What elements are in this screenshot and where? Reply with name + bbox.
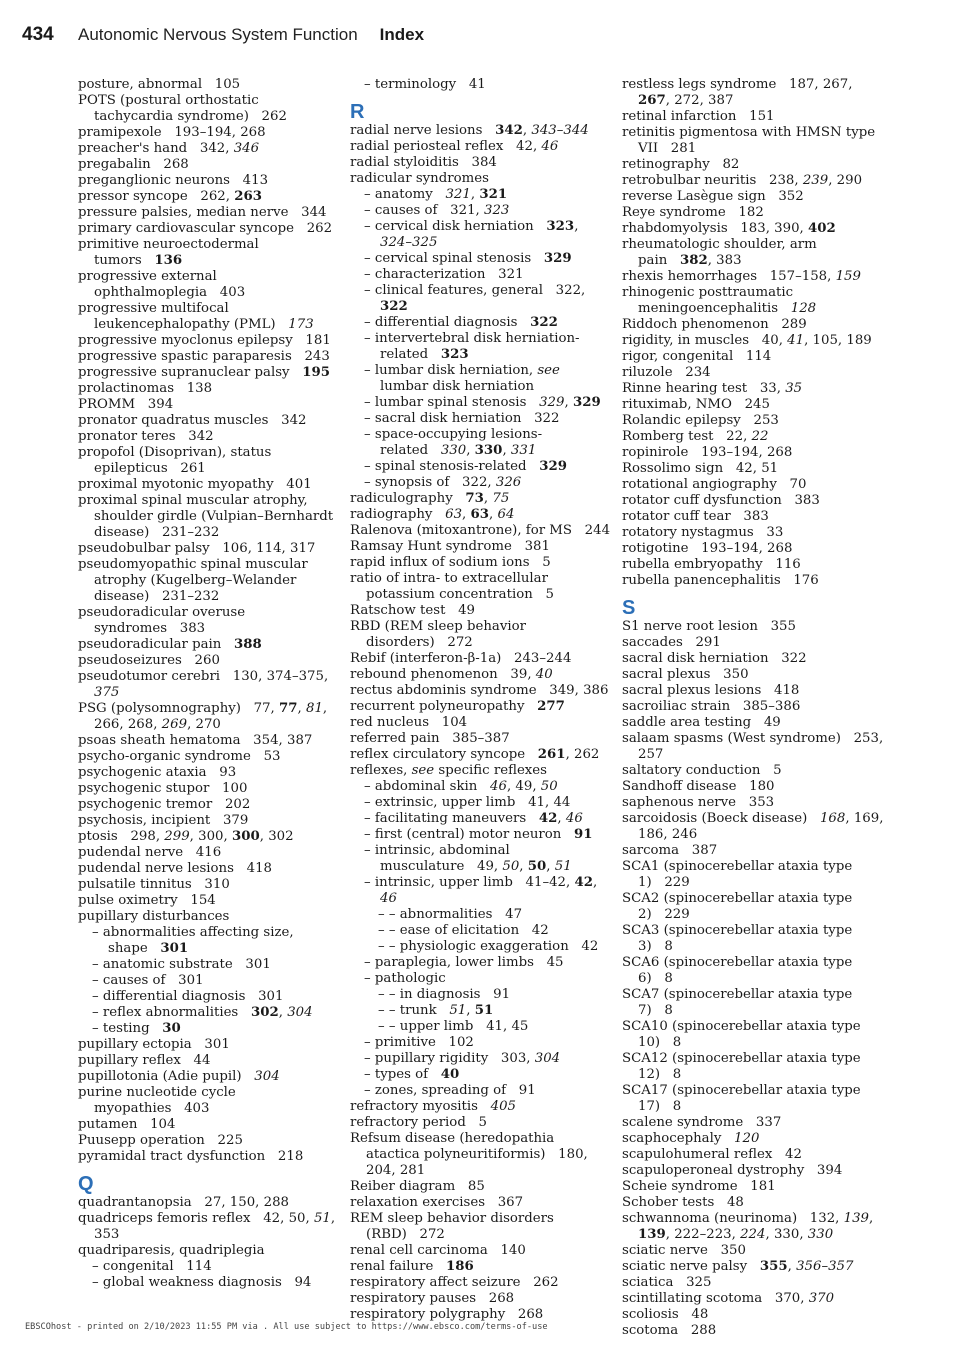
index-subentry: – – upper limb 41, 45 [378, 1019, 529, 1034]
index-subentry: – sacral disk herniation 322 [364, 411, 560, 426]
index-entry: rheumatologic shoulder, arm pain 382, 383 [622, 237, 817, 268]
index-entry: referred pain 385–387 [350, 731, 510, 746]
index-subentry: – testing 30 [92, 1021, 181, 1036]
index-entry: psychogenic ataxia 93 [78, 765, 237, 780]
index-subentry: – – ease of elicitation 42 [378, 923, 549, 938]
index-entry: reflex circulatory syncope 261, 262 [350, 747, 600, 762]
index-entry: ptosis 298, 299, 300, 300, 302 [78, 829, 294, 844]
index-entry: SCA10 (spinocerebellar ataxia type 10) 8 [622, 1019, 861, 1050]
index-subentry: – clinical features, general 322, 322 [364, 283, 586, 314]
index-entry: sciatica 325 [622, 1275, 712, 1290]
index-entry: pressure palsies, median nerve 344 [78, 205, 327, 220]
index-entry: Rolandic epilepsy 253 [622, 413, 779, 428]
index-entry: pupillary disturbances [78, 909, 230, 924]
index-entry: pronator quadratus muscles 342 [78, 413, 307, 428]
index-entry: rigor, congenital 114 [622, 349, 772, 364]
index-entry: refractory period 5 [350, 1115, 487, 1130]
index-entry: radiculography 73, 75 [350, 491, 510, 506]
index-entry: Refsum disease (heredopathia atactica polyneuritiformis) 180, 204, 281 [350, 1131, 588, 1178]
index-entry: Reye syndrome 182 [622, 205, 764, 220]
index-entry: ropinirole 193–194, 268 [622, 445, 793, 460]
index-column-2 [350, 77, 612, 1323]
index-subentry: – – abnormalities 47 [378, 907, 523, 922]
index-entry: pseudoradicular overuse syndromes 383 [78, 605, 246, 636]
index-entry: Ramsay Hunt syndrome 381 [350, 539, 550, 554]
index-entry: saphenous nerve 353 [622, 795, 775, 810]
index-entry: rapid influx of sodium ions 5 [350, 555, 551, 570]
index-entry: reflexes, see specific reflexes [350, 763, 548, 778]
index-entry: retinitis pigmentosa with HMSN type VII 281 [622, 125, 876, 156]
index-entry: rubella panencephalitis 176 [622, 573, 819, 588]
index-entry: SCA17 (spinocerebellar ataxia type 17) 8 [622, 1083, 861, 1114]
index-entry: respiratory pauses 268 [350, 1291, 515, 1306]
index-entry: recurrent polyneuropathy 277 [350, 699, 565, 714]
index-entry: POTS (postural orthostatic tachycardia syndrome) 262 [78, 93, 287, 124]
index-entry: rectus abdominis syndrome 349, 386 [350, 683, 609, 698]
index-entry: pulsatile tinnitus 310 [78, 877, 230, 892]
index-column-1 [78, 77, 336, 1291]
index-entry: scalene syndrome 337 [622, 1115, 782, 1130]
index-entry: pseudotumor cerebri 130, 374–375, 375 [78, 669, 329, 700]
index-entry: sciatic nerve 350 [622, 1243, 746, 1258]
index-subentry: – primitive 102 [364, 1035, 474, 1050]
index-entry: pseudoseizures 260 [78, 653, 220, 668]
index-entry: relaxation exercises 367 [350, 1195, 524, 1210]
index-subentry: – zones, spreading of 91 [364, 1083, 536, 1098]
index-entry: ratio of intra- to extracellular potassium concentration 5 [350, 571, 554, 602]
index-entry: Rossolimo sign 42, 51 [622, 461, 779, 476]
index-entry: SCA12 (spinocerebellar ataxia type 12) 8 [622, 1051, 861, 1082]
index-subentry: – abnormalities affecting size, shape 301 [92, 925, 294, 956]
index-entry: Riddoch phenomenon 289 [622, 317, 807, 332]
index-entry: saddle area testing 49 [622, 715, 781, 730]
index-entry: propofol (Disoprivan), status epilepticus 261 [78, 445, 272, 476]
index-subentry: – anatomy 321, 321 [364, 187, 508, 202]
index-entry: pseudobulbar palsy 106, 114, 317 [78, 541, 316, 556]
index-entry: putamen 104 [78, 1117, 176, 1132]
index-entry: scotoma 288 [622, 1323, 717, 1338]
index-entry: scapuloperoneal dystrophy 394 [622, 1163, 843, 1178]
index-entry: purine nucleotide cycle myopathies 403 [78, 1085, 236, 1116]
index-entry: progressive spastic paraparesis 243 [78, 349, 330, 364]
index-entry: RBD (REM sleep behavior disorders) 272 [350, 619, 526, 650]
index-subentry: – – trunk 51, 51 [378, 1003, 494, 1018]
index-subentry: – paraplegia, lower limbs 45 [364, 955, 564, 970]
index-entry: proximal spinal muscular atrophy, shoulder girdle (Vulpian–Bernhardt disease) 231–232 [78, 493, 334, 540]
index-entry: quadrantanopsia 27, 150, 288 [78, 1195, 289, 1210]
index-entry: REM sleep behavior disorders (RBD) 272 [350, 1211, 554, 1242]
index-entry: salaam spasms (West syndrome) 253, 257 [622, 731, 884, 762]
index-entry: rhinogenic posttraumatic meningoencephalitis 128 [622, 285, 817, 316]
index-subentry: – causes of 321, 323 [364, 203, 510, 218]
index-entry: pudendal nerve lesions 418 [78, 861, 272, 876]
index-entry: SCA3 (spinocerebellar ataxia type 3) 8 [622, 923, 853, 954]
index-entry: sacroiliac strain 385–386 [622, 699, 801, 714]
index-entry: radicular syndromes [350, 171, 489, 186]
index-entry: sarcoma 387 [622, 843, 718, 858]
index-entry: scaphocephaly 120 [622, 1131, 760, 1146]
index-entry: progressive supranuclear palsy 195 [78, 365, 330, 380]
index-subentry: – – in diagnosis 91 [378, 987, 511, 1002]
page-number: 434 [22, 24, 54, 45]
index-subentry: – cervical spinal stenosis 329 [364, 251, 572, 266]
index-entry: Reiber diagram 85 [350, 1179, 485, 1194]
index-subentry: – synopsis of 322, 326 [364, 475, 522, 490]
index-entry: pyramidal tract dysfunction 218 [78, 1149, 304, 1164]
section-letter: R [350, 101, 365, 123]
index-entry: renal failure 186 [350, 1259, 474, 1274]
index-subentry: – lumbar disk herniation, see lumbar disk herniation [364, 363, 560, 394]
index-entry: Ralenova (mitoxantrone), for MS 244 [350, 523, 611, 538]
index-entry: renal cell carcinoma 140 [350, 1243, 526, 1258]
index-entry: psychogenic tremor 202 [78, 797, 251, 812]
index-entry: pseudoradicular pain 388 [78, 637, 262, 652]
index-entry: scintillating scotoma 370, 370 [622, 1291, 835, 1306]
index-entry: radial nerve lesions 342, 343–344 [350, 123, 589, 138]
index-subentry: – cervical disk herniation 323, 324–325 [364, 219, 579, 250]
index-entry: pregabalin 268 [78, 157, 189, 172]
index-entry: pudendal nerve 416 [78, 845, 222, 860]
index-entry: radiography 63, 63, 64 [350, 507, 515, 522]
index-subentry: – first (central) motor neuron 91 [364, 827, 593, 842]
index-entry: Rebif (interferon-β-1a) 243–244 [350, 651, 572, 666]
index-subentry: – intervertebral disk herniation-related 323 [364, 331, 580, 362]
index-entry: retrobulbar neuritis 238, 239, 290 [622, 173, 863, 188]
index-entry: scapulohumeral reflex 42 [622, 1147, 802, 1162]
index-subentry: – intrinsic, abdominal musculature 49, 50, 50, 51 [364, 843, 572, 874]
index-subentry: – extrinsic, upper limb 41, 44 [364, 795, 571, 810]
index-entry: progressive multifocal leukencephalopathy (PML) 173 [78, 301, 314, 332]
section-name: Index [379, 25, 425, 44]
index-entry: pulse oximetry 154 [78, 893, 216, 908]
index-entry: prolactinomas 138 [78, 381, 213, 396]
index-entry: SCA1 (spinocerebellar ataxia type 1) 229 [622, 859, 853, 890]
index-entry: radial styloiditis 384 [350, 155, 497, 170]
index-entry: Puusepp operation 225 [78, 1133, 243, 1148]
page-header [22, 24, 424, 50]
index-subentry: – terminology 41 [364, 77, 486, 92]
index-entry: posture, abnormal 105 [78, 77, 241, 92]
index-subentry: – – physiologic exaggeration 42 [378, 939, 599, 954]
index-entry: refractory myositis 405 [350, 1099, 517, 1114]
index-entry: Schober tests 48 [622, 1195, 744, 1210]
index-entry: psycho-organic syndrome 53 [78, 749, 281, 764]
index-entry: saccades 291 [622, 635, 721, 650]
index-entry: pramipexole 193–194, 268 [78, 125, 266, 140]
section-letter: Q [78, 1173, 94, 1195]
index-entry: Sandhoff disease 180 [622, 779, 775, 794]
index-entry: Romberg test 22, 22 [622, 429, 769, 444]
index-entry: pupillary reflex 44 [78, 1053, 211, 1068]
index-entry: pupillotonia (Adie pupil) 304 [78, 1069, 280, 1084]
book-title: Autonomic Nervous System Function [78, 25, 358, 44]
index-entry: PSG (polysomnography) 77, 77, 81, 266, 268, 269, 270 [78, 701, 328, 732]
index-column-3 [622, 77, 886, 1339]
index-subentry: – differential diagnosis 301 [92, 989, 284, 1004]
index-entry: rebound phenomenon 39, 40 [350, 667, 553, 682]
index-entry: primary cardiovascular syncope 262 [78, 221, 333, 236]
index-entry: progressive external ophthalmoplegia 403 [78, 269, 246, 300]
index-entry: sacral disk herniation 322 [622, 651, 807, 666]
index-entry: sacral plexus 350 [622, 667, 749, 682]
index-subentry: – types of 40 [364, 1067, 460, 1082]
index-entry: psychosis, incipient 379 [78, 813, 249, 828]
index-subentry: – differential diagnosis 322 [364, 315, 558, 330]
index-entry: respiratory affect seizure 262 [350, 1275, 559, 1290]
index-entry: proximal myotonic myopathy 401 [78, 477, 312, 492]
index-entry: pronator teres 342 [78, 429, 214, 444]
index-entry: quadriceps femoris reflex 42, 50, 51, 353 [78, 1211, 336, 1242]
index-subentry: – congenital 114 [92, 1259, 212, 1274]
index-entry: pupillary ectopia 301 [78, 1037, 230, 1052]
index-entry: rotator cuff tear 383 [622, 509, 769, 524]
index-entry: rituximab, NMO 245 [622, 397, 770, 412]
index-subentry: – causes of 301 [92, 973, 204, 988]
index-entry: schwannoma (neurinoma) 132, 139, 139, 222–223, 224, 330, 330 [622, 1211, 874, 1242]
index-entry: scoliosis 48 [622, 1307, 709, 1322]
index-entry: Ratschow test 49 [350, 603, 476, 618]
index-entry: preacher's hand 342, 346 [78, 141, 260, 156]
index-entry: reverse Lasègue sign 352 [622, 189, 804, 204]
index-entry: SCA7 (spinocerebellar ataxia type 7) 8 [622, 987, 853, 1018]
index-entry: Scheie syndrome 181 [622, 1179, 776, 1194]
index-entry: radial periosteal reflex 42, 46 [350, 139, 559, 154]
index-entry: red nucleus 104 [350, 715, 468, 730]
index-entry: rotational angiography 70 [622, 477, 807, 492]
index-entry: restless legs syndrome 187, 267, 267, 272, 387 [622, 77, 853, 108]
index-entry: rotigotine 193–194, 268 [622, 541, 793, 556]
index-subentry: – pathologic [364, 971, 446, 986]
index-subentry: – facilitating maneuvers 42, 46 [364, 811, 583, 826]
index-entry: quadriparesis, quadriplegia [78, 1243, 265, 1258]
index-entry: S1 nerve root lesion 355 [622, 619, 796, 634]
index-entry: rubella embryopathy 116 [622, 557, 801, 572]
index-subentry: – characterization 321 [364, 267, 524, 282]
index-subentry: – reflex abnormalities 302, 304 [92, 1005, 313, 1020]
index-entry: PROMM 394 [78, 397, 174, 412]
index-entry: retinal infarction 151 [622, 109, 775, 124]
index-entry: riluzole 234 [622, 365, 711, 380]
index-subentry: – intrinsic, upper limb 41–42, 42, 46 [364, 875, 598, 906]
index-entry: Rinne hearing test 33, 35 [622, 381, 803, 396]
index-entry: SCA2 (spinocerebellar ataxia type 2) 229 [622, 891, 853, 922]
index-entry: progressive myoclonus epilepsy 181 [78, 333, 331, 348]
index-entry: rotator cuff dysfunction 383 [622, 493, 820, 508]
index-entry: rhabdomyolysis 183, 390, 402 [622, 221, 836, 236]
index-subentry: – global weakness diagnosis 94 [92, 1275, 312, 1290]
index-entry: primitive neuroectodermal tumors 136 [78, 237, 259, 268]
footer-note: EBSCOhost - printed on 2/10/2023 11:55 PM via . All use subject to https://www.ebsco.com/terms-of-use [25, 1322, 548, 1332]
index-entry: rigidity, in muscles 40, 41, 105, 189 [622, 333, 872, 348]
index-entry: SCA6 (spinocerebellar ataxia type 6) 8 [622, 955, 853, 986]
index-entry: sacral plexus lesions 418 [622, 683, 800, 698]
index-subentry: – spinal stenosis-related 329 [364, 459, 568, 474]
index-entry: rhexis hemorrhages 157–158, 159 [622, 269, 861, 284]
index-subentry: – abdominal skin 46, 49, 50 [364, 779, 558, 794]
index-subentry: – pupillary rigidity 303, 304 [364, 1051, 561, 1066]
index-entry: retinography 82 [622, 157, 740, 172]
index-entry: sarcoidosis (Boeck disease) 168, 169, 186, 246 [622, 811, 884, 842]
section-letter: S [622, 597, 636, 619]
index-entry: pressor syncope 262, 263 [78, 189, 262, 204]
index-subentry: – space-occupying lesions-related 330, 330, 331 [364, 427, 543, 458]
index-entry: sciatic nerve palsy 355, 356–357 [622, 1259, 854, 1274]
index-entry: psoas sheath hematoma 354, 387 [78, 733, 313, 748]
index-subentry: – anatomic substrate 301 [92, 957, 271, 972]
index-entry: rotatory nystagmus 33 [622, 525, 784, 540]
index-entry: respiratory polygraphy 268 [350, 1307, 544, 1322]
index-entry: preganglionic neurons 413 [78, 173, 269, 188]
index-entry: psychogenic stupor 100 [78, 781, 248, 796]
index-subentry: – lumbar spinal stenosis 329, 329 [364, 395, 601, 410]
index-entry: saltatory conduction 5 [622, 763, 782, 778]
index-entry: pseudomyopathic spinal muscular atrophy (Kugelberg–Welander disease) 231–232 [78, 557, 308, 604]
